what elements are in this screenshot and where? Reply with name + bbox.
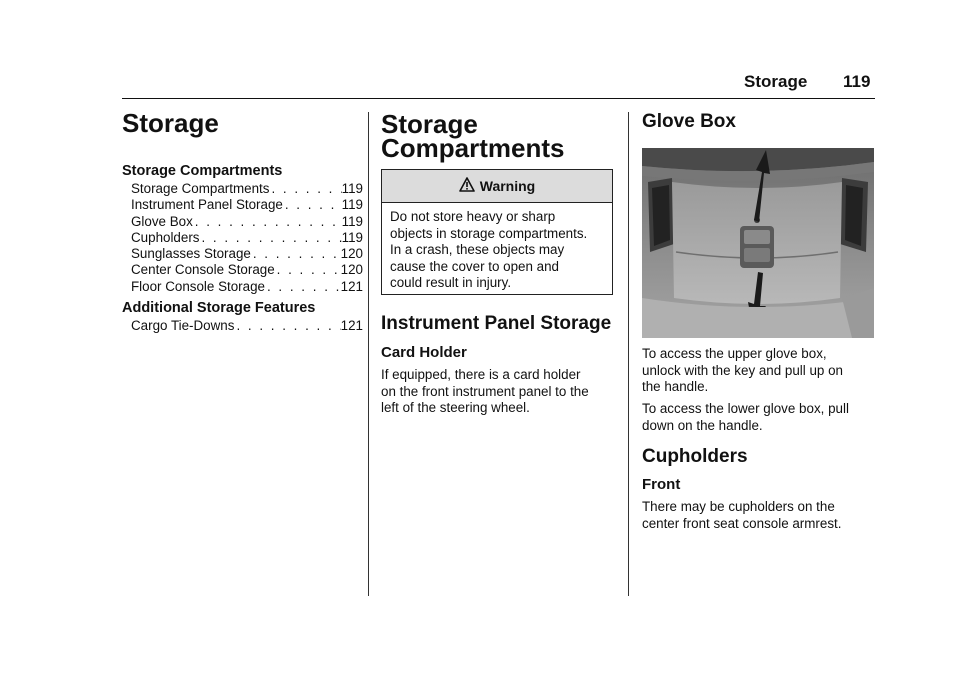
card-holder-paragraph bbox=[381, 367, 615, 417]
cupholders-title: Cupholders bbox=[642, 446, 748, 467]
toc-entry-page: 119 bbox=[341, 229, 363, 245]
toc-entry[interactable] bbox=[131, 318, 363, 334]
toc-entry-label: Floor Console Storage bbox=[131, 278, 265, 294]
page-number: 119 bbox=[843, 72, 871, 91]
glove-box-photo bbox=[642, 148, 874, 338]
toc-entry[interactable] bbox=[131, 214, 363, 230]
toc-entry-label: Cargo Tie-Downs bbox=[131, 318, 235, 333]
body-line: To access the upper glove box, bbox=[642, 346, 827, 361]
toc-entry[interactable] bbox=[131, 262, 363, 278]
header-divider bbox=[122, 98, 875, 99]
toc-entry[interactable] bbox=[131, 279, 363, 295]
body-line: left of the steering wheel. bbox=[381, 400, 530, 416]
warning-label: Warning bbox=[479, 178, 536, 194]
warning-line: cause the cover to open and bbox=[390, 258, 559, 274]
warning-box bbox=[381, 169, 613, 295]
toc-group-heading: Storage Compartments bbox=[122, 163, 283, 179]
section-title-line1: Storage bbox=[381, 109, 478, 139]
column-divider-left bbox=[368, 112, 369, 596]
section-title-line2: Compartments bbox=[381, 133, 565, 163]
running-header-section: Storage bbox=[744, 72, 808, 91]
toc-entry-label: Center Console Storage bbox=[131, 262, 275, 278]
cupholders-paragraph bbox=[642, 499, 876, 532]
body-line: To access the lower glove box, pull bbox=[642, 401, 849, 416]
subsection-title: Instrument Panel Storage bbox=[381, 313, 612, 334]
chapter-title: Storage bbox=[122, 108, 219, 138]
warning-line: In a crash, these objects may bbox=[390, 242, 565, 258]
sub-subsection-title: Card Holder bbox=[381, 344, 467, 361]
toc-list-additional-storage bbox=[131, 318, 363, 334]
body-line: There may be cupholders on the bbox=[642, 499, 835, 514]
toc-entry-page: 119 bbox=[341, 181, 363, 196]
body-line: If equipped, there is a card holder bbox=[381, 367, 581, 382]
toc-leader bbox=[199, 230, 341, 246]
toc-entry[interactable] bbox=[131, 230, 363, 246]
toc-entry[interactable] bbox=[131, 181, 363, 197]
toc-entry-page: 119 bbox=[341, 197, 363, 213]
body-line: unlock with the key and pull up on bbox=[642, 362, 843, 378]
toc-entry-page: 119 bbox=[341, 213, 363, 229]
toc-entry-label: Cupholders bbox=[131, 229, 200, 245]
front-subtitle: Front bbox=[642, 476, 681, 493]
toc-entry-label: Storage Compartments bbox=[131, 181, 270, 196]
toc-entry-label: Instrument Panel Storage bbox=[131, 197, 283, 213]
column-divider-right bbox=[628, 112, 629, 596]
upper-glove-box-paragraph bbox=[642, 346, 876, 396]
warning-line: Do not store heavy or sharp bbox=[390, 209, 556, 224]
body-line: on the front instrument panel to the bbox=[381, 383, 589, 399]
warning-line: could result in injury. bbox=[390, 275, 512, 291]
warning-line: objects in storage compartments. bbox=[390, 225, 588, 241]
toc-entry-page: 121 bbox=[340, 318, 363, 333]
glove-box-title: Glove Box bbox=[642, 111, 736, 132]
toc-entry-page: 121 bbox=[340, 278, 363, 294]
toc-leader bbox=[234, 318, 340, 334]
toc-entry-page: 120 bbox=[340, 246, 363, 262]
toc-list-storage-compartments bbox=[131, 181, 363, 295]
body-line: center front seat console armrest. bbox=[642, 515, 842, 531]
warning-text bbox=[382, 203, 612, 298]
toc-leader bbox=[265, 279, 341, 295]
toc-group-heading: Additional Storage Features bbox=[122, 300, 316, 316]
toc-entry[interactable] bbox=[131, 197, 363, 213]
toc-entry-page: 120 bbox=[340, 262, 363, 278]
body-line: the handle. bbox=[642, 379, 709, 395]
toc-entry-label: Glove Box bbox=[131, 213, 193, 229]
toc-leader bbox=[193, 214, 342, 230]
body-line: down on the handle. bbox=[642, 417, 763, 433]
warning-header bbox=[382, 170, 612, 203]
toc-leader bbox=[283, 197, 342, 213]
toc-leader bbox=[275, 262, 341, 278]
toc-leader bbox=[251, 246, 341, 262]
toc-leader bbox=[269, 181, 341, 197]
toc-entry-label: Sunglasses Storage bbox=[131, 246, 251, 262]
toc-entry[interactable] bbox=[131, 246, 363, 262]
warning-triangle-icon bbox=[459, 177, 475, 195]
lower-glove-box-paragraph bbox=[642, 401, 876, 434]
